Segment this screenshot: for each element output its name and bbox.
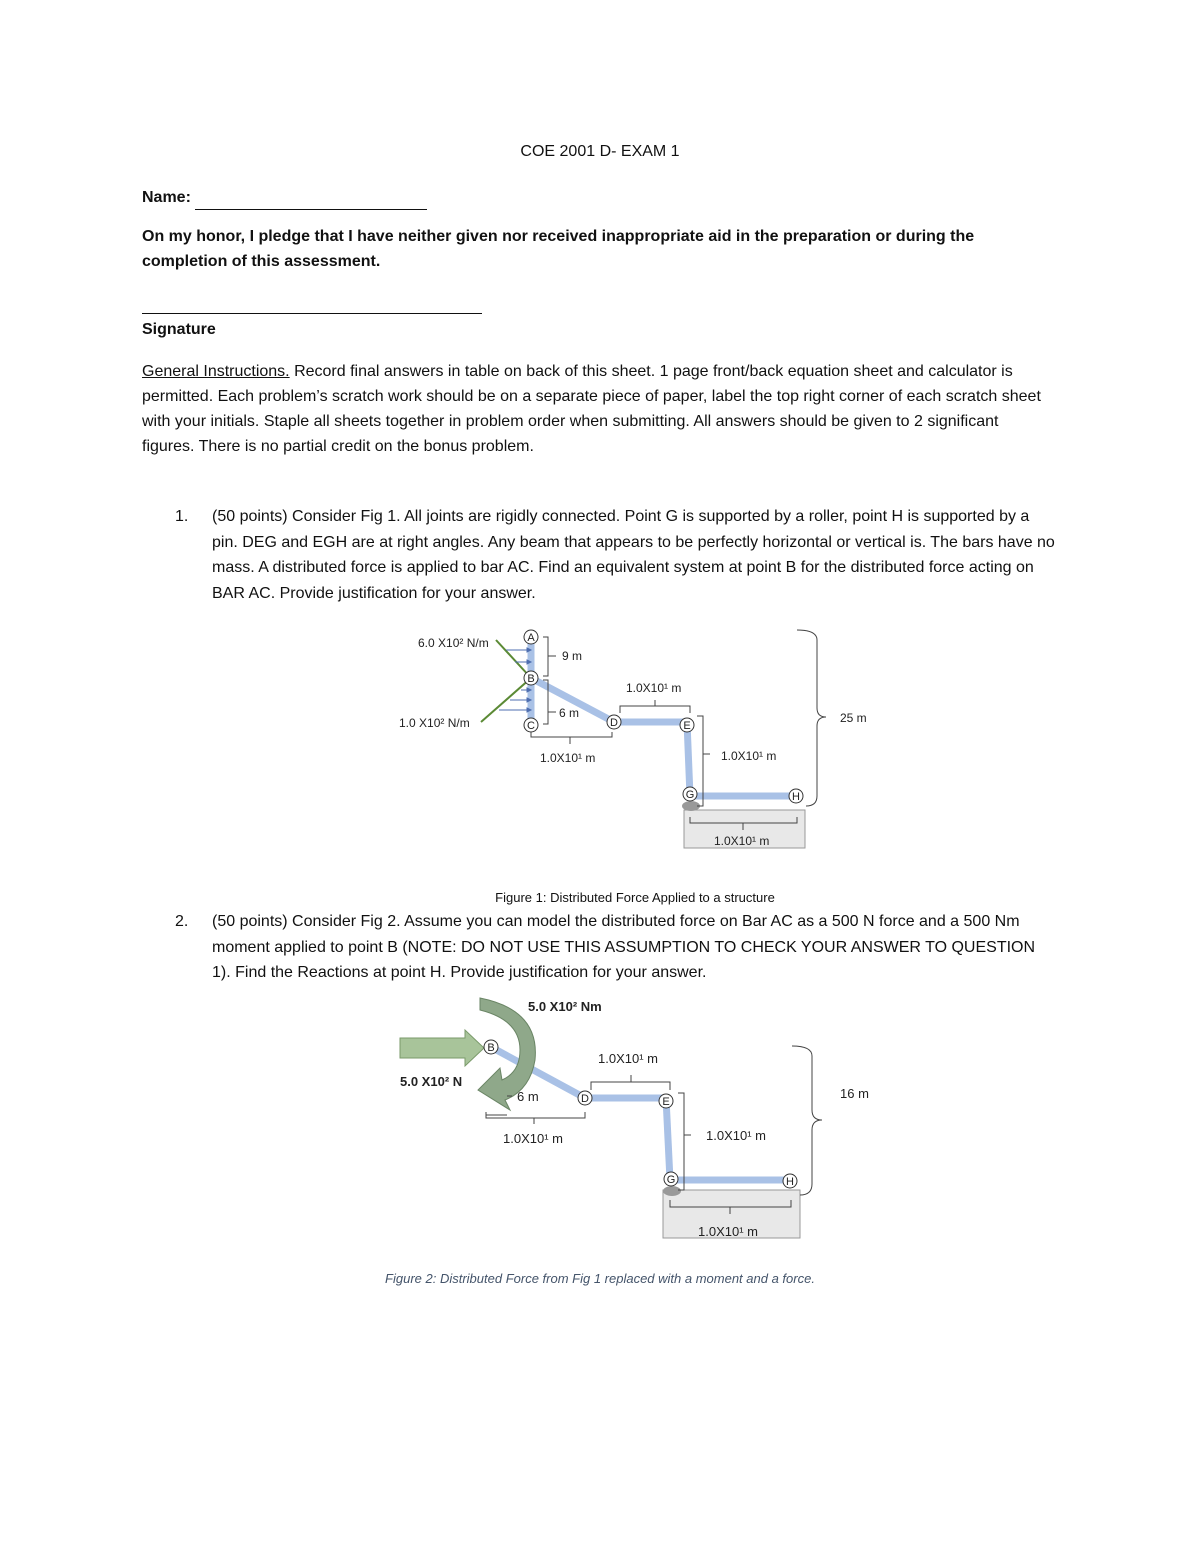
fig1-node-h-label: H [792, 791, 800, 803]
honor-pledge: On my honor, I pledge that I have neither given nor received inappropriate aid in the preparation or during the completion of this assessment. [142, 228, 975, 270]
fig1-node-c-label: C [527, 720, 535, 732]
fig2-bar-eg [666, 1098, 670, 1180]
fig2-node-h-label: H [786, 1176, 794, 1188]
fig1-dim-de-bracket [620, 700, 690, 713]
fig1-node-e-label: E [683, 720, 691, 732]
fig2-moment-label: 5.0 X10² Nm [528, 999, 602, 1014]
fig1-dim-cd-label: 1.0X10¹ m [540, 751, 596, 765]
fig1-node-g-label: G [685, 789, 695, 801]
fig2-node-b-label: B [487, 1042, 495, 1054]
fig1-dim-ab-label: 9 m [562, 649, 583, 663]
fig1-dim-eg-label: 1.0X10¹ m [721, 749, 777, 763]
general-instructions [142, 359, 1042, 459]
fig2-dim-cd-bracket [486, 1112, 585, 1124]
fig1-bar-eg [687, 722, 690, 796]
fig2-force-label: 5.0 X10² N [400, 1074, 463, 1089]
fig1-load-bottom-label: 1.0 X10² N/m [399, 716, 470, 730]
fig2-dim-de-label: 1.0X10¹ m [598, 1051, 658, 1066]
fig1-node-a-label: A [527, 632, 535, 644]
fig2-force-arrow [400, 1030, 484, 1066]
fig2-dim-bc-label: 6 m [517, 1089, 539, 1104]
fig1-dim-gh-label: 1.0X10¹ m [714, 834, 770, 848]
fig2-dim-cd-label: 1.0X10¹ m [503, 1131, 563, 1146]
fig1-node-b-label: B [527, 673, 535, 685]
instructions-lead: General Instructions. [142, 363, 290, 380]
question-1-text: (50 points) Consider Fig 1. All joints are rigidly connected. Point G is supported by a roller, point H is supported by a pin. DEG and EGH are at right angles. Any beam that appears to be perfectly horizontal or vertical is. The bars have no mass. A distributed force is applied to bar AC. Find an equivalent system at point B for the distributed force acting on BAR AC. Provide justification for your answer. [212, 508, 1055, 602]
fig2-roller-support [663, 1186, 681, 1196]
fig2-dim-de-bracket [591, 1075, 670, 1090]
name-field [142, 185, 427, 210]
figure-2-diagram [390, 990, 890, 1245]
question-1 [175, 504, 1055, 606]
fig1-node-d-label: D [610, 717, 618, 729]
name-label: Name: [142, 189, 191, 206]
signature-line[interactable] [142, 313, 482, 314]
fig2-dim-height-bracket [792, 1046, 822, 1195]
figure-1-diagram [390, 620, 890, 855]
instructions-body: Record final answers in table on back of this sheet. 1 page front/back equation sheet and calculator is permitted. Each problem’s scratch work should be on a separate piece of paper, label the top right corner of each scratch sheet with your initials. Staple all sheets together in problem order when submitting. All answers should be given to 2 significant figures. There is no partial credit on the bonus problem. [142, 363, 1041, 455]
fig2-dim-height-label: 16 m [840, 1086, 869, 1101]
signature-label: Signature [142, 321, 216, 338]
figure-1-caption: Figure 1: Distributed Force Applied to a structure [495, 890, 775, 905]
question-2 [175, 909, 1055, 986]
question-2-text: (50 points) Consider Fig 2. Assume you can model the distributed force on Bar AC as a 500 N force and a 500 Nm moment applied to point B (NOTE: DO NOT USE THIS ASSUMPTION TO CHECK YOUR ANSWER TO QUESTION 1). Find the Reactions at point H. Provide justification for your answer. [212, 913, 1036, 981]
figure-2-caption: Figure 2: Distributed Force from Fig 1 replaced with a moment and a force. [385, 1271, 815, 1286]
fig2-node-g-label: G [666, 1174, 676, 1186]
fig1-dim-height-bracket [797, 630, 826, 806]
exam-title: COE 2001 D- EXAM 1 [520, 143, 680, 160]
fig2-node-e-label: E [662, 1096, 670, 1108]
question-1-number: 1. [175, 508, 189, 525]
name-blank-line[interactable] [195, 193, 427, 210]
fig2-node-d-label: D [581, 1093, 589, 1105]
fig1-load-line-top [496, 640, 531, 678]
fig2-dim-gh-label: 1.0X10¹ m [698, 1224, 758, 1239]
question-2-number: 2. [175, 913, 189, 930]
fig2-dim-eg-bracket [678, 1093, 691, 1190]
fig1-dim-de-label: 1.0X10¹ m [626, 681, 682, 695]
fig1-dim-height-label: 25 m [840, 711, 867, 725]
fig1-dim-bc-label: 6 m [559, 706, 580, 720]
fig1-load-top-label: 6.0 X10² N/m [418, 636, 489, 650]
fig1-dim-ab-bracket [543, 637, 556, 676]
fig2-dim-eg-label: 1.0X10¹ m [706, 1128, 766, 1143]
fig1-dim-cd-bracket [531, 732, 612, 744]
